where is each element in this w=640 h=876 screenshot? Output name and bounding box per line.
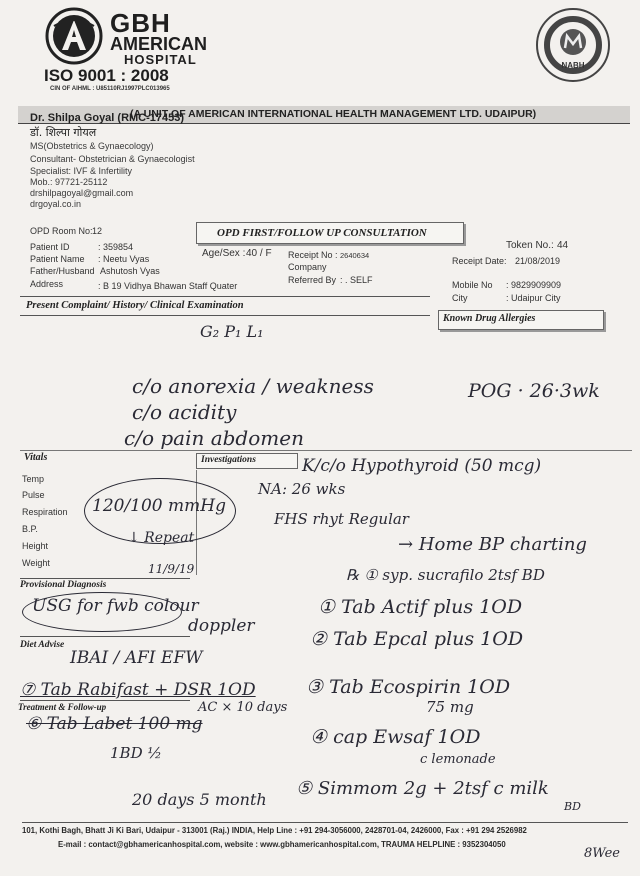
doctor-qualification: MS(Obstetrics & Gynaecology) [30,141,154,151]
vital-pulse: Pulse [22,490,45,500]
hw-home-bp: → Home BP charting [398,534,587,555]
investigations-header: Investigations [201,455,256,465]
referred-value: : . SELF [340,275,373,285]
company-label: Company [288,262,327,272]
hw-tab3: ③ Tab Ecospirin 1OD [306,676,511,698]
hw-diet: IBAI / AFI EFW [70,648,203,668]
doctor-role: Consultant- Obstetrician & Gynaecologist [30,154,195,164]
doctor-website: drgoyal.co.in [30,199,82,209]
patient-name-label: Patient Name [30,254,85,264]
hw-ibd: 1BD ½ [110,744,162,762]
rule-complaint [20,296,430,297]
hw-complaint3: c/o pain abdomen [124,426,304,450]
doctor-email: drshilpagoyal@gmail.com [30,188,134,198]
footer-rule [22,822,628,823]
hw-usg: USG for fwb colour [32,596,199,616]
rule-complaint-under [20,315,430,316]
patient-id-value: : 359854 [98,242,134,252]
address-label: Address [30,279,64,289]
hw-tab2: ② Tab Epcal plus 1OD [310,628,524,650]
receipt-date-label: Receipt Date: [452,256,507,266]
hw-kco: K/c/o Hypothyroid (50 mcg) [302,456,542,476]
vital-weight: Weight [22,558,50,568]
age-label: Age/Sex : [202,248,246,259]
vitals-header: Vitals [24,452,48,463]
opd-room-value: 12 [92,226,103,236]
doctor-mobile: Mob.: 97721-25112 [30,177,108,187]
brand-american: AMERICAN [110,34,207,54]
hw-doppler: doppler [188,616,255,636]
age-value: 40 / F [246,248,272,259]
allergies-box [438,310,604,330]
rule-provisional [20,578,190,579]
hw-complaint2: c/o acidity [132,400,237,424]
address-value: : B 19 Vidhya Bhawan Staff Quater [98,281,238,291]
hw-fhs: FHS rhyt Regular [274,510,409,528]
hw-tab-rabi: ⑦ Tab Rabifast + DSR 1OD [20,680,256,700]
hw-pog: POG · 26·3wk [468,380,600,402]
vital-height: Height [22,541,49,551]
hw-cap4: ④ cap Ewsaf 1OD [310,726,481,748]
usg-circle [22,592,182,632]
mobile-value: : 9829909909 [506,280,562,290]
opd-title: OPD FIRST/FOLLOW UP CONSULTATION [217,227,427,239]
token-label: Token No.: [506,240,554,251]
patient-id-label: Patient ID [30,242,70,252]
vital-bp: B.P. [22,524,38,534]
cin-label: CIN OF AIHML : U85110RJ1997PLC013965 [50,86,170,92]
token-value: 44 [557,240,569,251]
diet-header: Diet Advise [20,640,65,650]
allergies-header: Known Drug Allergies [443,313,536,324]
city-label: City [452,293,468,303]
hospital-logo-icon [44,6,104,66]
patient-name-value: : Neetu Vyas [98,254,150,264]
doctor-name-hindi: डॉ. शिल्पा गोयल [30,126,97,139]
provisional-header: Provisional Diagnosis [20,580,107,590]
footer-contact: E-mail : contact@gbhamericanhospital.com, website : www.gbhamericanhospital.com, TRAUMA HELPLINE : 9352304050 [58,840,506,849]
hw-tab1: ① Tab Actif plus 1OD [318,596,523,618]
vital-temp: Temp [22,474,45,484]
father-label: Father/Husband [30,266,95,276]
treatment-header: Treatment & Follow-up [18,702,107,712]
hw-tab3b: 75 mg [426,698,474,716]
opd-room-label: OPD Room No: [30,226,93,236]
hw-rx-syp: ℞ ① syp. sucrafilo 2tsf BD [346,566,545,584]
hw-bp: 120/100 mmHg [92,496,226,516]
vital-respiration: Respiration [22,507,68,517]
mobile-label: Mobile No [452,280,493,290]
hw-date: 11/9/19 [148,562,195,576]
hw-complaint1: c/o anorexia / weakness [132,374,374,398]
rule-treatment [20,700,190,701]
hw-gpl: G₂ P₁ L₁ [200,322,264,341]
investigations-box [196,453,298,469]
hw-item5b: BD [564,800,581,813]
opd-title-box [196,222,464,244]
receipt-date-value: 21/08/2019 [515,256,561,266]
nabh-badge-icon [534,6,612,84]
unit-banner-text: (A UNIT OF AMERICAN INTERNATIONAL HEALTH MANAGEMENT LTD. UDAIPUR) [130,108,537,120]
receipt-value: 2640634 [340,251,370,260]
iso-label: ISO 9001 : 2008 [44,66,169,85]
hw-na: NA: 26 wks [258,480,346,498]
footer-address: 101, Kothi Bagh, Bhatt Ji Ki Bari, Udaipur - 313001 (Raj.) INDIA, Help Line : +91 294-3056000, 2428701-04, 2426000, Fax : +91 294 2526982 [22,826,527,835]
hw-cap4b: c lemonade [420,752,496,767]
brand-gbh: GBH [110,8,171,38]
rule-diet [20,636,190,637]
complaint-header: Present Complaint/ History/ Clinical Examination [26,300,244,311]
referred-label: Referred By [288,275,337,285]
rule-vitals [20,450,632,451]
receipt-label: Receipt No : [288,250,338,260]
hw-ac: AC × 10 days [198,700,288,715]
father-value: Ashutosh Vyas [100,266,160,276]
signature: 8Wee [584,846,620,861]
city-value: : Udaipur City [506,293,561,303]
doctor-specialist: Specialist: IVF & Infertility [30,166,133,176]
hw-item5: ⑤ Simmom 2g + 2tsf c milk [296,778,549,799]
hw-days: 20 days 5 month [132,790,267,809]
hw-repeat: ↓ Repeat [128,530,195,546]
brand-hospital: HOSPITAL [124,52,197,67]
hw-tab-labet: ⑥ Tab Labet 100 mg [26,714,203,734]
svg-text:NABH: NABH [561,61,585,70]
doctor-name: Dr. Shilpa Goyal (RMC-17453) [30,112,185,124]
